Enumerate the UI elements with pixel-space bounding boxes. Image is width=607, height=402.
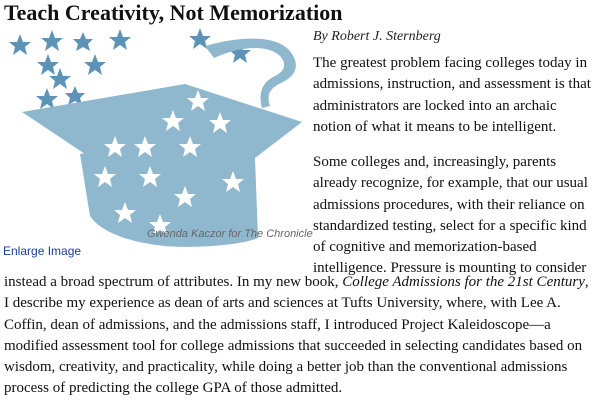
text-line: The greatest problem facing colleges today in xyxy=(313,55,588,71)
star-icon xyxy=(73,32,93,51)
text-line: Coffin, dean of admissions, and the admissions staff, I introduced Project Kaleidoscope—a xyxy=(4,316,551,333)
text-line: already recognize, for example, that our usual xyxy=(313,175,588,192)
star-icon xyxy=(37,54,59,75)
text-line: Some colleges and, increasingly, parents xyxy=(313,154,557,170)
text-segment: instead a broad spectrum of attributes. In my new book, xyxy=(4,274,339,290)
paragraph-3 xyxy=(4,272,604,400)
image-credit: Gwenda Kaczor for The Chronicle xyxy=(147,228,313,240)
text-line xyxy=(4,272,604,293)
byline: By Robert J. Sternberg xyxy=(313,29,441,44)
text-line: notion of what it means to be intelligent. xyxy=(313,118,557,135)
star-icon xyxy=(36,88,58,109)
text-line: process of predicting the college GPA of those admitted. xyxy=(4,380,343,397)
paragraph-1 xyxy=(313,53,603,138)
text-line: I describe my experience as dean of arts and sciences at Tufts University, where, with Lee A. xyxy=(4,295,561,312)
text-line: admissions procedures, with their reliance on xyxy=(313,196,585,213)
text-line: administrators are locked into an archaic xyxy=(313,97,557,114)
star-icon xyxy=(41,30,63,51)
text-line: admissions, instruction, and assessment is that xyxy=(313,76,591,93)
text-line: intelligence. Pressure is mounting to consider xyxy=(313,260,587,277)
graduation-cap xyxy=(22,39,302,247)
paragraph-2 xyxy=(313,152,603,280)
book-title: College Admissions for the 21st Century xyxy=(342,274,585,290)
text-line: wisdom, creativity, and practicality, while doing a better job than the conventional admissions xyxy=(4,359,568,376)
star-icon xyxy=(109,29,131,50)
text-line: of cognitive and memorization-based xyxy=(313,239,537,256)
text-segment: , xyxy=(584,274,589,290)
article-title: Teach Creativity, Not Memorization xyxy=(4,0,343,25)
enlarge-image-link[interactable]: Enlarge Image xyxy=(3,244,82,258)
article-illustration xyxy=(0,26,313,261)
text-line: modified assessment tool for college admissions that succeeded in selecting candidates based on xyxy=(4,337,583,354)
text-line: standardized testing, select for a specific kind xyxy=(313,217,587,234)
star-icon xyxy=(9,34,31,55)
graduation-cap-illustration xyxy=(0,26,305,261)
star-icon xyxy=(84,54,106,75)
